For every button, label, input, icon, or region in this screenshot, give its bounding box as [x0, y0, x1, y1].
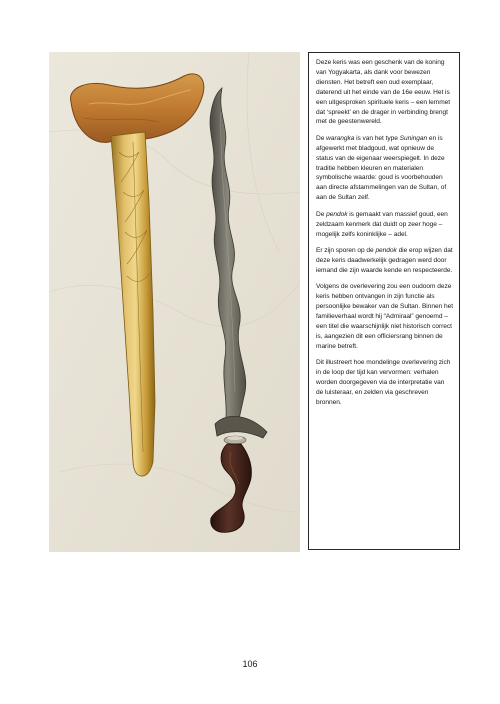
paragraph — [316, 246, 453, 276]
description-textbox — [308, 52, 460, 550]
page-number: 106 — [242, 659, 258, 669]
italic-term: Suningan — [399, 134, 428, 142]
paragraph — [316, 282, 453, 351]
italic-term: pendok — [326, 210, 348, 218]
text-run: Er zijn sporen op de — [316, 246, 376, 254]
text-run: die erop wijzen dat deze keris daadwerkelijk gedragen werd door iemand die zijn waarde kende en respecteerde. — [316, 246, 453, 274]
paragraph — [316, 210, 453, 240]
paragraph — [316, 358, 453, 408]
text-run: De — [316, 210, 327, 218]
text-run: Volgens de overlevering zou een oudoom deze keris hebben ontvangen in zijn functie als persoonlijke bewaker van de Sultan. Binnen het familieverhaal wordt hij “Admiraal” genoemd – een titel die waarschijnlijk niet historisch correct is, aangezien dit een officiersrang binnen de marine betreft. — [316, 283, 453, 350]
text-run: is gemaakt van massief goud, een zeldzaam kenmerk dat duidt op zeer hoge – mogelijk zelfs koninklijke – adel. — [316, 210, 448, 238]
text-run: is van het type — [354, 134, 400, 142]
paragraph — [316, 58, 453, 127]
keris-photo — [49, 52, 300, 552]
italic-term: pendok — [375, 246, 397, 254]
text-run: Deze keris was een geschenk van de koning van Yogyakarta, als dank voor bewezen diensten. Het betreft een oud exemplaar, daterend uit het einde van de 16e eeuw. Het is een uitgesproken spirituele keris – een lemmet dat ‘spreekt’ en de drager in verbinding brengt met de geestenwereld. — [316, 59, 451, 126]
italic-term: warangka — [326, 134, 355, 142]
text-run: Dit illustreert hoe mondelinge overlevering zich in de loop der tijd kan vervormen: verhalen worden doorgegeven via de interpretatie van de luisteraar, en zelden via geschreven bronnen. — [316, 358, 451, 406]
keris-illustration — [49, 52, 300, 552]
text-run: De — [316, 134, 327, 142]
paragraph — [316, 134, 453, 203]
text-run: en is afgewerkt met bladgoud, wat opnieuw de status van de eigenaar weerspiegelt. In deze traditie hebben kleuren en materialen symbolische waarde: goud is voorbehouden aan directe afstammelingen van de Sultan, of aan de Sultan zelf. — [316, 134, 447, 202]
